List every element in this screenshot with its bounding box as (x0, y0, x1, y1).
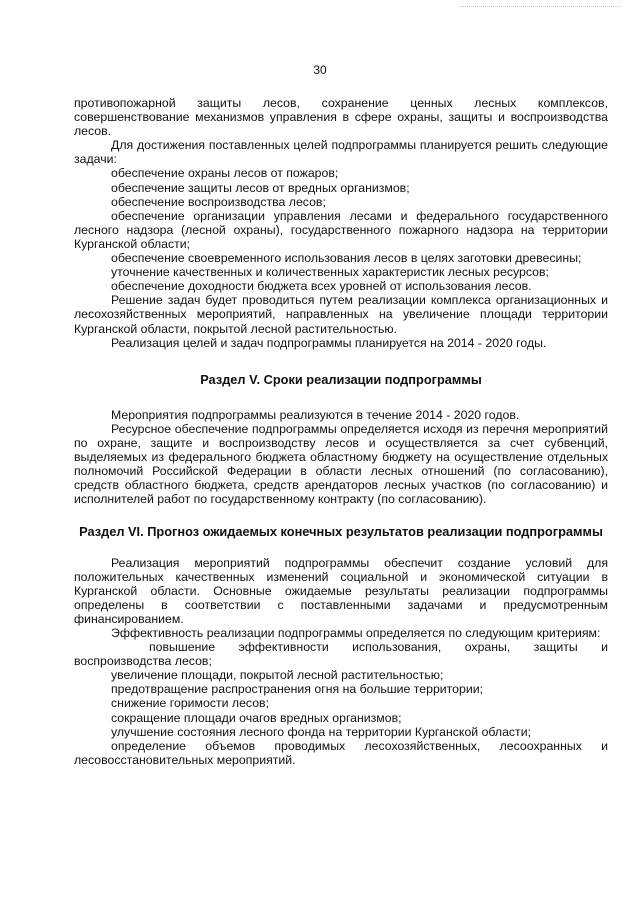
intro-paragraph: обеспечение доходности бюджета всех уровней от использования лесов. (111, 279, 532, 294)
intro-paragraph: Реализация целей и задач подпрограммы планируется на 2014 - 2020 годы. (111, 335, 547, 350)
section-6-paragraph: Эффективность реализации подпрограммы определяется по следующим критериям: (111, 626, 601, 640)
intro-paragraph: Для достижения поставленных целей подпрограммы планируется решить следующие задачи: (74, 138, 608, 167)
scan-artifact (460, 6, 620, 9)
page-number: 30 (313, 63, 327, 77)
section-6-body (74, 556, 608, 767)
intro-paragraph: Решение задач будет проводиться путем реализации комплекса организационных и лесохозяйственных мероприятий, направленных на увеличение площади территории Курганской области, покрытой лесной растительностью. (74, 293, 608, 336)
section-5-body (74, 408, 608, 507)
section-6-paragraph: Реализация мероприятий подпрограммы обеспечит создание условий для положительных качественных изменений социальной и экономической ситуации в Курганской области. Основные ожидаемые результаты реализации подпрограммы определены в соответствии с поставленными задачами и предусмотренным финансированием. (74, 555, 608, 626)
section-6-paragraph: снижение горимости лесов; (111, 696, 269, 711)
intro-paragraph: противопожарной защиты лесов, сохранение ценных лесных комплексов, совершенствование механизмов управления в сфере охраны, защиты и воспроизводства лесов. (74, 96, 608, 139)
intro-paragraph: обеспечение организации управления лесами и федерального государственного лесного надзора (лесной охраны), государственного пожарного надзора на территории Курганской области; (74, 208, 608, 251)
section-6-paragraph: увеличение площади, покрытой лесной растительностью; (111, 668, 444, 683)
section-6-heading: Раздел VI. Прогноз ожидаемых конечных результатов реализации подпрограммы (79, 524, 603, 540)
intro-paragraph: уточнение качественных и количественных характеристик лесных ресурсов; (111, 265, 549, 280)
intro-paragraph: обеспечение защиты лесов от вредных организмов; (111, 180, 410, 195)
section-5-paragraph: Ресурсное обеспечение подпрограммы определяется исходя из перечня мероприятий по охране, защите и воспроизводству лесов и осуществляется за счет субвенций, выделяемых из федерального бюджета областному бюджету на осуществление отдельных полномочий Российской Федерации в области лесных отношений (по согласованию), средств областного бюджета, средств арендаторов лесных участков (по согласованию) и исполнителей работ по государственному контракту (по согласованию). (74, 421, 608, 507)
section-6-paragraph: определение объемов проводимых лесохозяйственных, лесоохранных и лесовосстановительных мероприятий. (74, 738, 608, 767)
intro-paragraph: обеспечение охраны лесов от пожаров; (111, 166, 339, 181)
section-6-paragraph: сокращение площади очагов вредных организмов; (111, 710, 402, 725)
intro-section (74, 96, 608, 350)
document-body (74, 96, 608, 767)
section-6-paragraph: предотвращение распространения огня на большие территории; (111, 682, 483, 697)
intro-paragraph: обеспечение воспроизводства лесов; (111, 194, 326, 209)
section-6-paragraph: улучшение состояния лесного фонда на территории Курганской области; (111, 724, 531, 739)
section-6-paragraph: повышение эффективности использования, охраны, защиты и воспроизводства лесов; (74, 640, 608, 669)
section-5-heading: Раздел V. Сроки реализации подпрограммы (200, 371, 482, 387)
intro-paragraph: обеспечение своевременного использования лесов в целях заготовки древесины; (111, 251, 582, 266)
section-5-paragraph: Мероприятия подпрограммы реализуются в течение 2014 - 2020 годов. (111, 407, 520, 422)
